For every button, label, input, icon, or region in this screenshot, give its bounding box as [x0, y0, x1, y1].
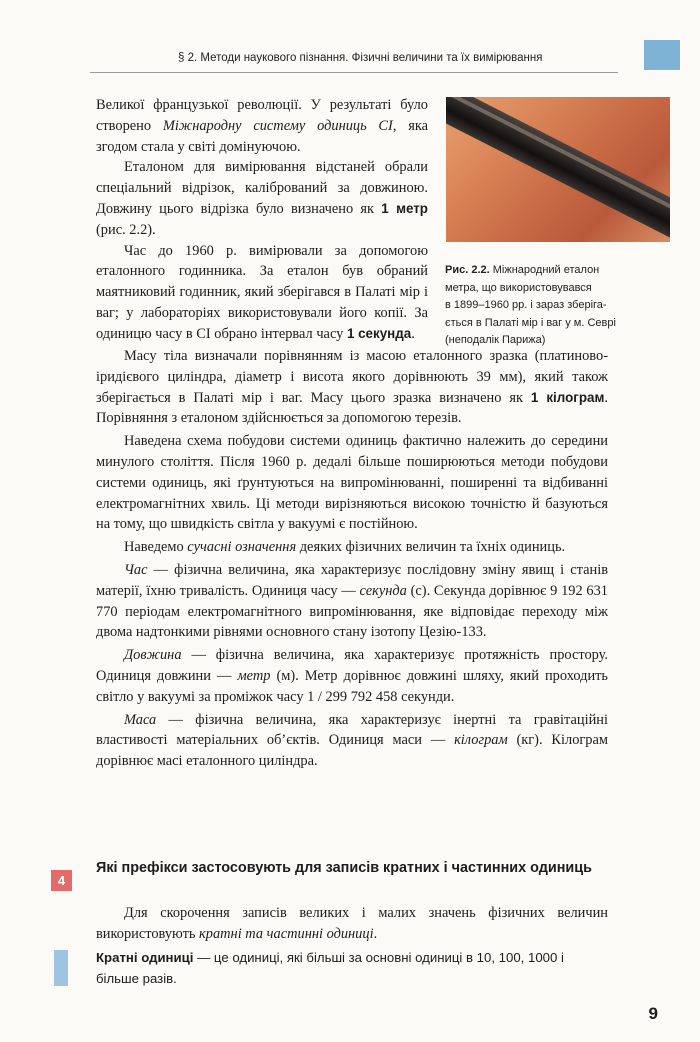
- page-number: 9: [648, 1004, 658, 1023]
- emphasis: Маса: [124, 711, 157, 728]
- emphasis: кілограм: [454, 732, 508, 749]
- caption-line: (неподалік Парижа): [445, 334, 546, 346]
- bold-term: 1 кілограм: [530, 389, 605, 405]
- header-color-block: [644, 40, 680, 70]
- paragraph: Маса — фізична величина, яка характеризує інертні та гравітаційні властивості матеріальних об’єктів. Одиниця маси — кілограм (кг). Кілограм дорівнює масі еталонного циліндра.: [96, 711, 608, 770]
- paragraph: Еталоном для вимірювання відстаней обрали спеціальний відрізок, калібрований за довжиною. Довжину цього відрізка було визначено як 1 метр (рис. 2.2).: [96, 159, 428, 238]
- caption-line: ється в Палаті мір і ваг у м. Севрі: [445, 316, 616, 329]
- section-number-badge: 4: [51, 870, 72, 891]
- caption-line: метра, що використовувався: [445, 281, 592, 294]
- paragraph: Наведена схема побудови системи одиниць фактично належить до середини минулого століття. Після 1960 р. дедалі більше поширюються методи побудови системи одиниць, які ґрунтуються на випромінюванні, поширенні та відбиванні електромагнітних хвиль. Ці методи вирізняються високою точністю й базуються на тому, що швидкість світла у вакуумі є постійною.: [96, 433, 608, 533]
- section-heading: Які префікси застосовують для записів кратних і частинних одиниць: [96, 860, 592, 876]
- narrow-column-text: [96, 95, 428, 345]
- paragraph: Час до 1960 р. вимірювали за допомогою еталонного годинника. За еталон був обраний маятниковий годинник, який зберігався в Палаті мір і ваг; у лабораторіях використовували його копії. За одиницю часу в СІ обрано інтервал часу 1 секунда.: [96, 242, 428, 342]
- emphasis: секунда: [359, 582, 407, 599]
- definition-box: [96, 948, 608, 989]
- emphasis: сучасні означення: [187, 539, 297, 556]
- paragraph: Довжина — фізична величина, яка характеризує протяжність простору. Одиниця довжини — метр (м). Метр дорівнює довжині шляху, який проходить світло у вакуумі за проміжок часу 1 / 299 792 458 секунди.: [96, 647, 608, 705]
- header-rule: [90, 72, 618, 73]
- emphasis: Довжина: [124, 647, 182, 664]
- caption-line: в 1899–1960 рр. і зараз зберіга-: [445, 299, 607, 311]
- paragraph: Масу тіла визначали порівнянням із масою еталонного зразка (платиново-іридієвого циліндра, діаметр і висота якого дорівнюють 39 мм), який також зберігається в Палаті мір і ваг. Масу цього зразка визначено як 1 кілограм. Порівняння з еталоном здійснюється за допомогою терезів.: [96, 348, 608, 427]
- caption-line: Міжнародний еталон: [492, 264, 600, 276]
- running-header: § 2. Методи наукового пізнання. Фізичні величини та їх вимірювання: [178, 52, 543, 64]
- full-width-text: [96, 346, 608, 772]
- paragraph: Час — фізична величина, яка характеризує послідовну зміну явищ і станів матерії, їхню тривалість. Одиниця часу — секунда (с). Секунда дорівнює 9 192 631 770 періодам електромагнітного випромінювання, яке відповідає переходу між двома надтонкими рівнями основного стану ізотопу Цезію-133.: [96, 561, 608, 641]
- emphasis: метр: [237, 667, 271, 684]
- paragraph: Для скорочення записів великих і малих значень фізичних величин використовують кратні та частинні одиниці.: [96, 905, 608, 942]
- definition-text: — це одиниці, які більші за основні одиниці в 10, 100, 1000 і більше разів.: [96, 950, 564, 986]
- bold-term: 1 метр: [381, 200, 428, 216]
- paragraph: Великої французької революції. У результаті було створено Міжнародну систему одиниць СІ, яка згодом стала у світі домінуючою.: [96, 97, 428, 155]
- paragraph: Наведемо сучасні означення деяких фізичних величин та їхніх одиниць.: [124, 539, 566, 556]
- definition-marker: [54, 950, 68, 986]
- emphasis: Міжнародну систему одиниць СІ: [162, 117, 393, 134]
- bold-term: 1 секунда: [346, 325, 412, 341]
- figure-label: Рис. 2.2.: [445, 264, 490, 276]
- figure-2-2-photo: [446, 97, 670, 242]
- metre-standard-bar: [446, 97, 670, 242]
- definition-term: Кратні одиниці: [96, 950, 194, 965]
- figure-caption: [445, 262, 673, 350]
- emphasis: Час: [124, 561, 148, 578]
- section-intro: [96, 903, 608, 945]
- emphasis: кратні та частинні одиниці: [199, 925, 374, 942]
